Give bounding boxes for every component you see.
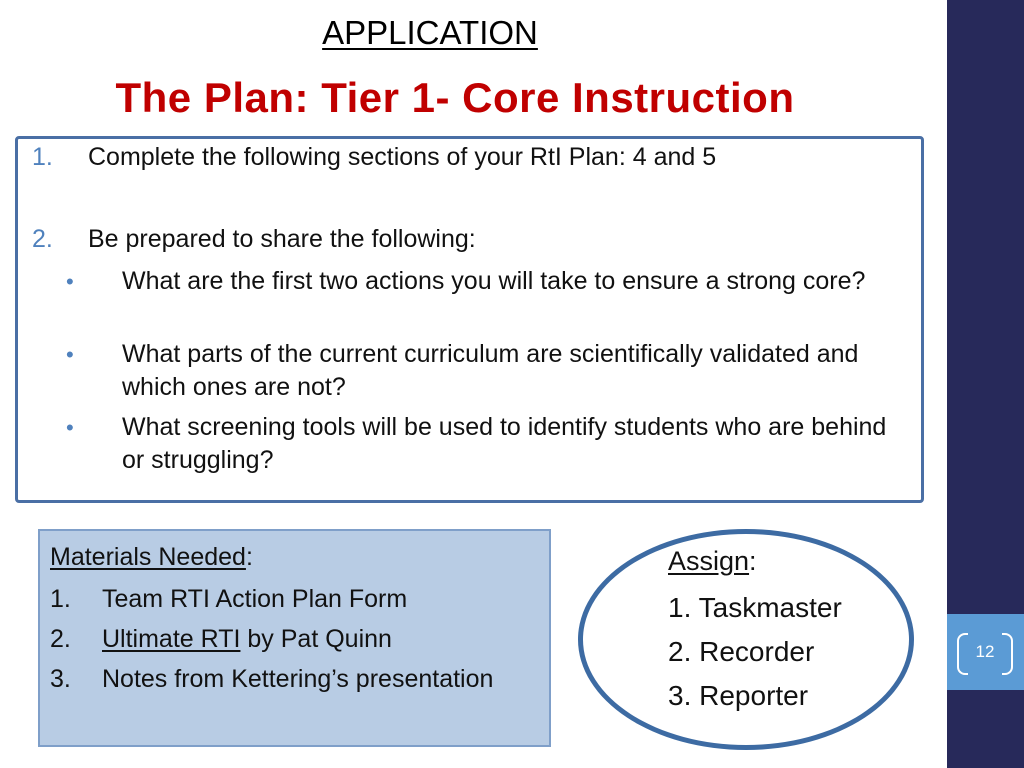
materials-number: 3. [50,665,71,693]
page-number: 12 [957,633,1013,671]
task-number: 2. [32,225,53,253]
materials-box [38,529,551,747]
assign-item: 3. Reporter [668,680,809,711]
bullet-text: What screening tools will be used to identify students who are behind or struggling? [122,413,887,474]
assign-heading-colon: : [749,546,757,576]
book-author: by Pat Quinn [240,625,392,653]
task-text: Be prepared to share the following: [88,225,476,253]
materials-number: 1. [50,585,71,613]
materials-heading-text: Materials Needed [50,543,246,571]
task-text: Complete the following sections of your RtI Plan: 4 and 5 [88,143,717,171]
assign-item: 2. Recorder [668,636,815,667]
materials-text: Team RTI Action Plan Form [102,585,408,613]
materials-heading-colon: : [245,543,253,571]
assign-heading [668,546,757,577]
task-number: 1. [32,143,53,171]
book-title: Ultimate RTI [102,625,241,653]
materials-number: 2. [50,625,71,653]
bullet-text: What are the first two actions you will take to ensure a strong core? [122,267,866,295]
materials-heading [50,543,253,572]
materials-text: Notes from Kettering’s presentation [102,665,494,693]
assign-heading-text: Assign [668,546,750,576]
page-number-tab [947,614,1024,690]
slide-heading: APPLICATION [322,14,538,51]
bullet-icon: • [66,342,74,367]
side-band [947,0,1024,768]
bullet-icon: • [66,269,74,294]
bullet-text: What parts of the current curriculum are scientifically validated and which ones are not? [122,340,859,401]
task-box [15,136,924,503]
materials-text [102,619,522,659]
bullet-icon: • [66,415,74,440]
slide-title: The Plan: Tier 1- Core Instruction [115,74,795,121]
assign-item: 1. Taskmaster [668,592,842,623]
